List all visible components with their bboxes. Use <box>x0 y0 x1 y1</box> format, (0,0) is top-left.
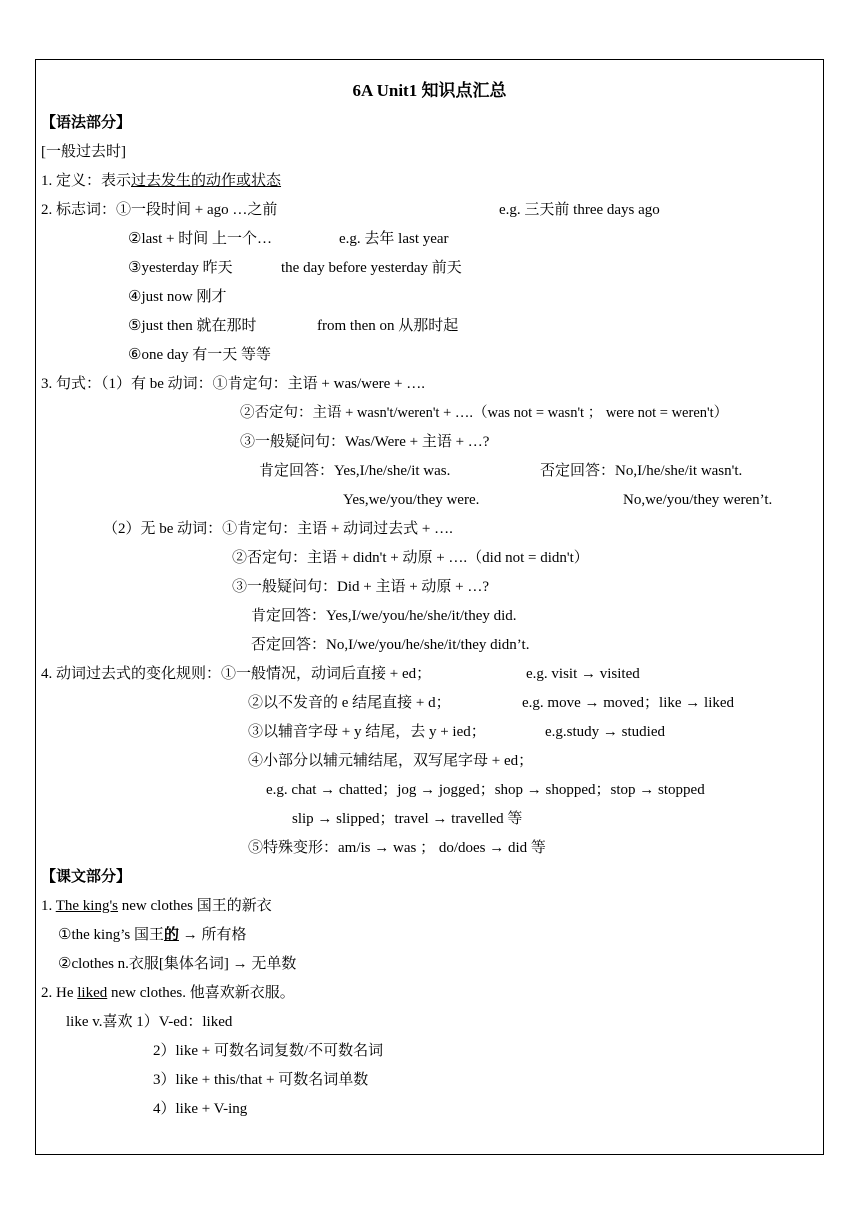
definition-underlined: 过去发生的动作或状态 <box>131 173 282 189</box>
rule-example: e.g. chat → chatted；jog → jogged；shop → shopped；stop → stopped <box>266 782 705 798</box>
marker-line: ④just now 刚才 <box>128 289 227 305</box>
nobe-sentence-line: ③一般疑问句：Did + 主语 + 动原 + …? <box>232 579 490 595</box>
item1-underlined: The king's <box>55 898 119 914</box>
grammar-section-heading: 【语法部分】 <box>41 115 132 131</box>
text-item-1b: ②clothes n.衣服[集体名词] → 无单数 <box>58 956 297 972</box>
document-frame <box>35 59 824 1155</box>
like-usage-line: 4）like + V-ing <box>153 1101 248 1117</box>
text-section-heading: 【课文部分】 <box>41 869 132 885</box>
grammar-topic: [一般过去时] <box>41 144 126 160</box>
be-sentence-line: ②否定句：主语 + wasn't/weren't + ….（was not = wasn't ； were not = weren't） <box>240 405 729 421</box>
like-usage-line: 2）like + 可数名词复数/不可数名词 <box>153 1043 384 1059</box>
text-item-1a: ①the king’s 国王的 → 所有格 <box>58 927 247 943</box>
be-answer-negative: 否定回答：No,I/he/she/it wasn't. <box>540 463 743 479</box>
be-answer-positive: Yes,we/you/they were. <box>343 492 480 508</box>
nobe-sentence-line: （2）无 be 动词：①肯定句：主语 + 动词过去式 + …. <box>103 521 453 537</box>
marker-line: 2. 标志词：①一段时间 + ago …之前 <box>41 202 278 218</box>
rule-example: e.g.study → studied <box>545 724 665 740</box>
marker-line: ⑤just then 就在那时 <box>128 318 257 334</box>
rule-line: ⑤特殊变形：am/is → was ； do/does → did 等 <box>248 840 546 856</box>
marker-example: from then on 从那时起 <box>317 318 459 334</box>
marker-example: the day before yesterday 前天 <box>281 260 462 276</box>
rule-example: e.g. visit → visited <box>526 666 640 682</box>
text-item-1: 1. The king's new clothes 国王的新衣 <box>41 898 272 914</box>
be-answer-positive: 肯定回答：Yes,I/he/she/it was. <box>259 463 451 479</box>
marker-example: e.g. 去年 last year <box>339 231 449 247</box>
item1a-underlined: 的 <box>163 927 179 943</box>
rule-example: slip → slipped；travel → travelled 等 <box>292 811 523 827</box>
like-usage-line: 3）like + this/that + 可数名词单数 <box>153 1072 369 1088</box>
definition-line: 1. 定义：表示过去发生的动作或状态 <box>41 173 282 189</box>
be-sentence-line: ③一般疑问句：Was/Were + 主语 + …? <box>240 434 490 450</box>
be-sentence-line: 3. 句式：（1）有 be 动词：①肯定句：主语 + was/were + …. <box>41 376 425 392</box>
nobe-answer: 肯定回答：Yes,I/we/you/he/she/it/they did. <box>251 608 517 624</box>
nobe-answer: 否定回答：No,I/we/you/he/she/it/they didn’t. <box>251 637 530 653</box>
like-usage-line: like v.喜欢 1）V-ed：liked <box>66 1014 233 1030</box>
document-title: 6A Unit1 知识点汇总 <box>352 81 507 100</box>
rule-line: ②以不发音的 e 结尾直接 + d； <box>248 695 451 711</box>
rule-line: ③以辅音字母 + y 结尾，去 y + ied； <box>248 724 486 740</box>
marker-line: ⑥one day 有一天 等等 <box>128 347 272 363</box>
item2-underlined: liked <box>77 985 108 1001</box>
text-item-2: 2. He liked new clothes. 他喜欢新衣服。 <box>41 985 295 1001</box>
marker-line: ②last + 时间 上一个… <box>128 231 272 247</box>
rule-line: 4. 动词过去式的变化规则：①一般情况，动词后直接 + ed； <box>41 666 432 682</box>
be-answer-negative: No,we/you/they weren’t. <box>623 492 773 508</box>
marker-example: e.g. 三天前 three days ago <box>499 202 660 218</box>
rule-example: e.g. move → moved；like → liked <box>522 695 735 711</box>
marker-line: ③yesterday 昨天 <box>128 260 233 276</box>
nobe-sentence-line: ②否定句：主语 + didn't + 动原 + ….（did not = didn't） <box>232 550 589 566</box>
rule-line: ④小部分以辅元辅结尾，双写尾字母 + ed； <box>248 753 534 769</box>
